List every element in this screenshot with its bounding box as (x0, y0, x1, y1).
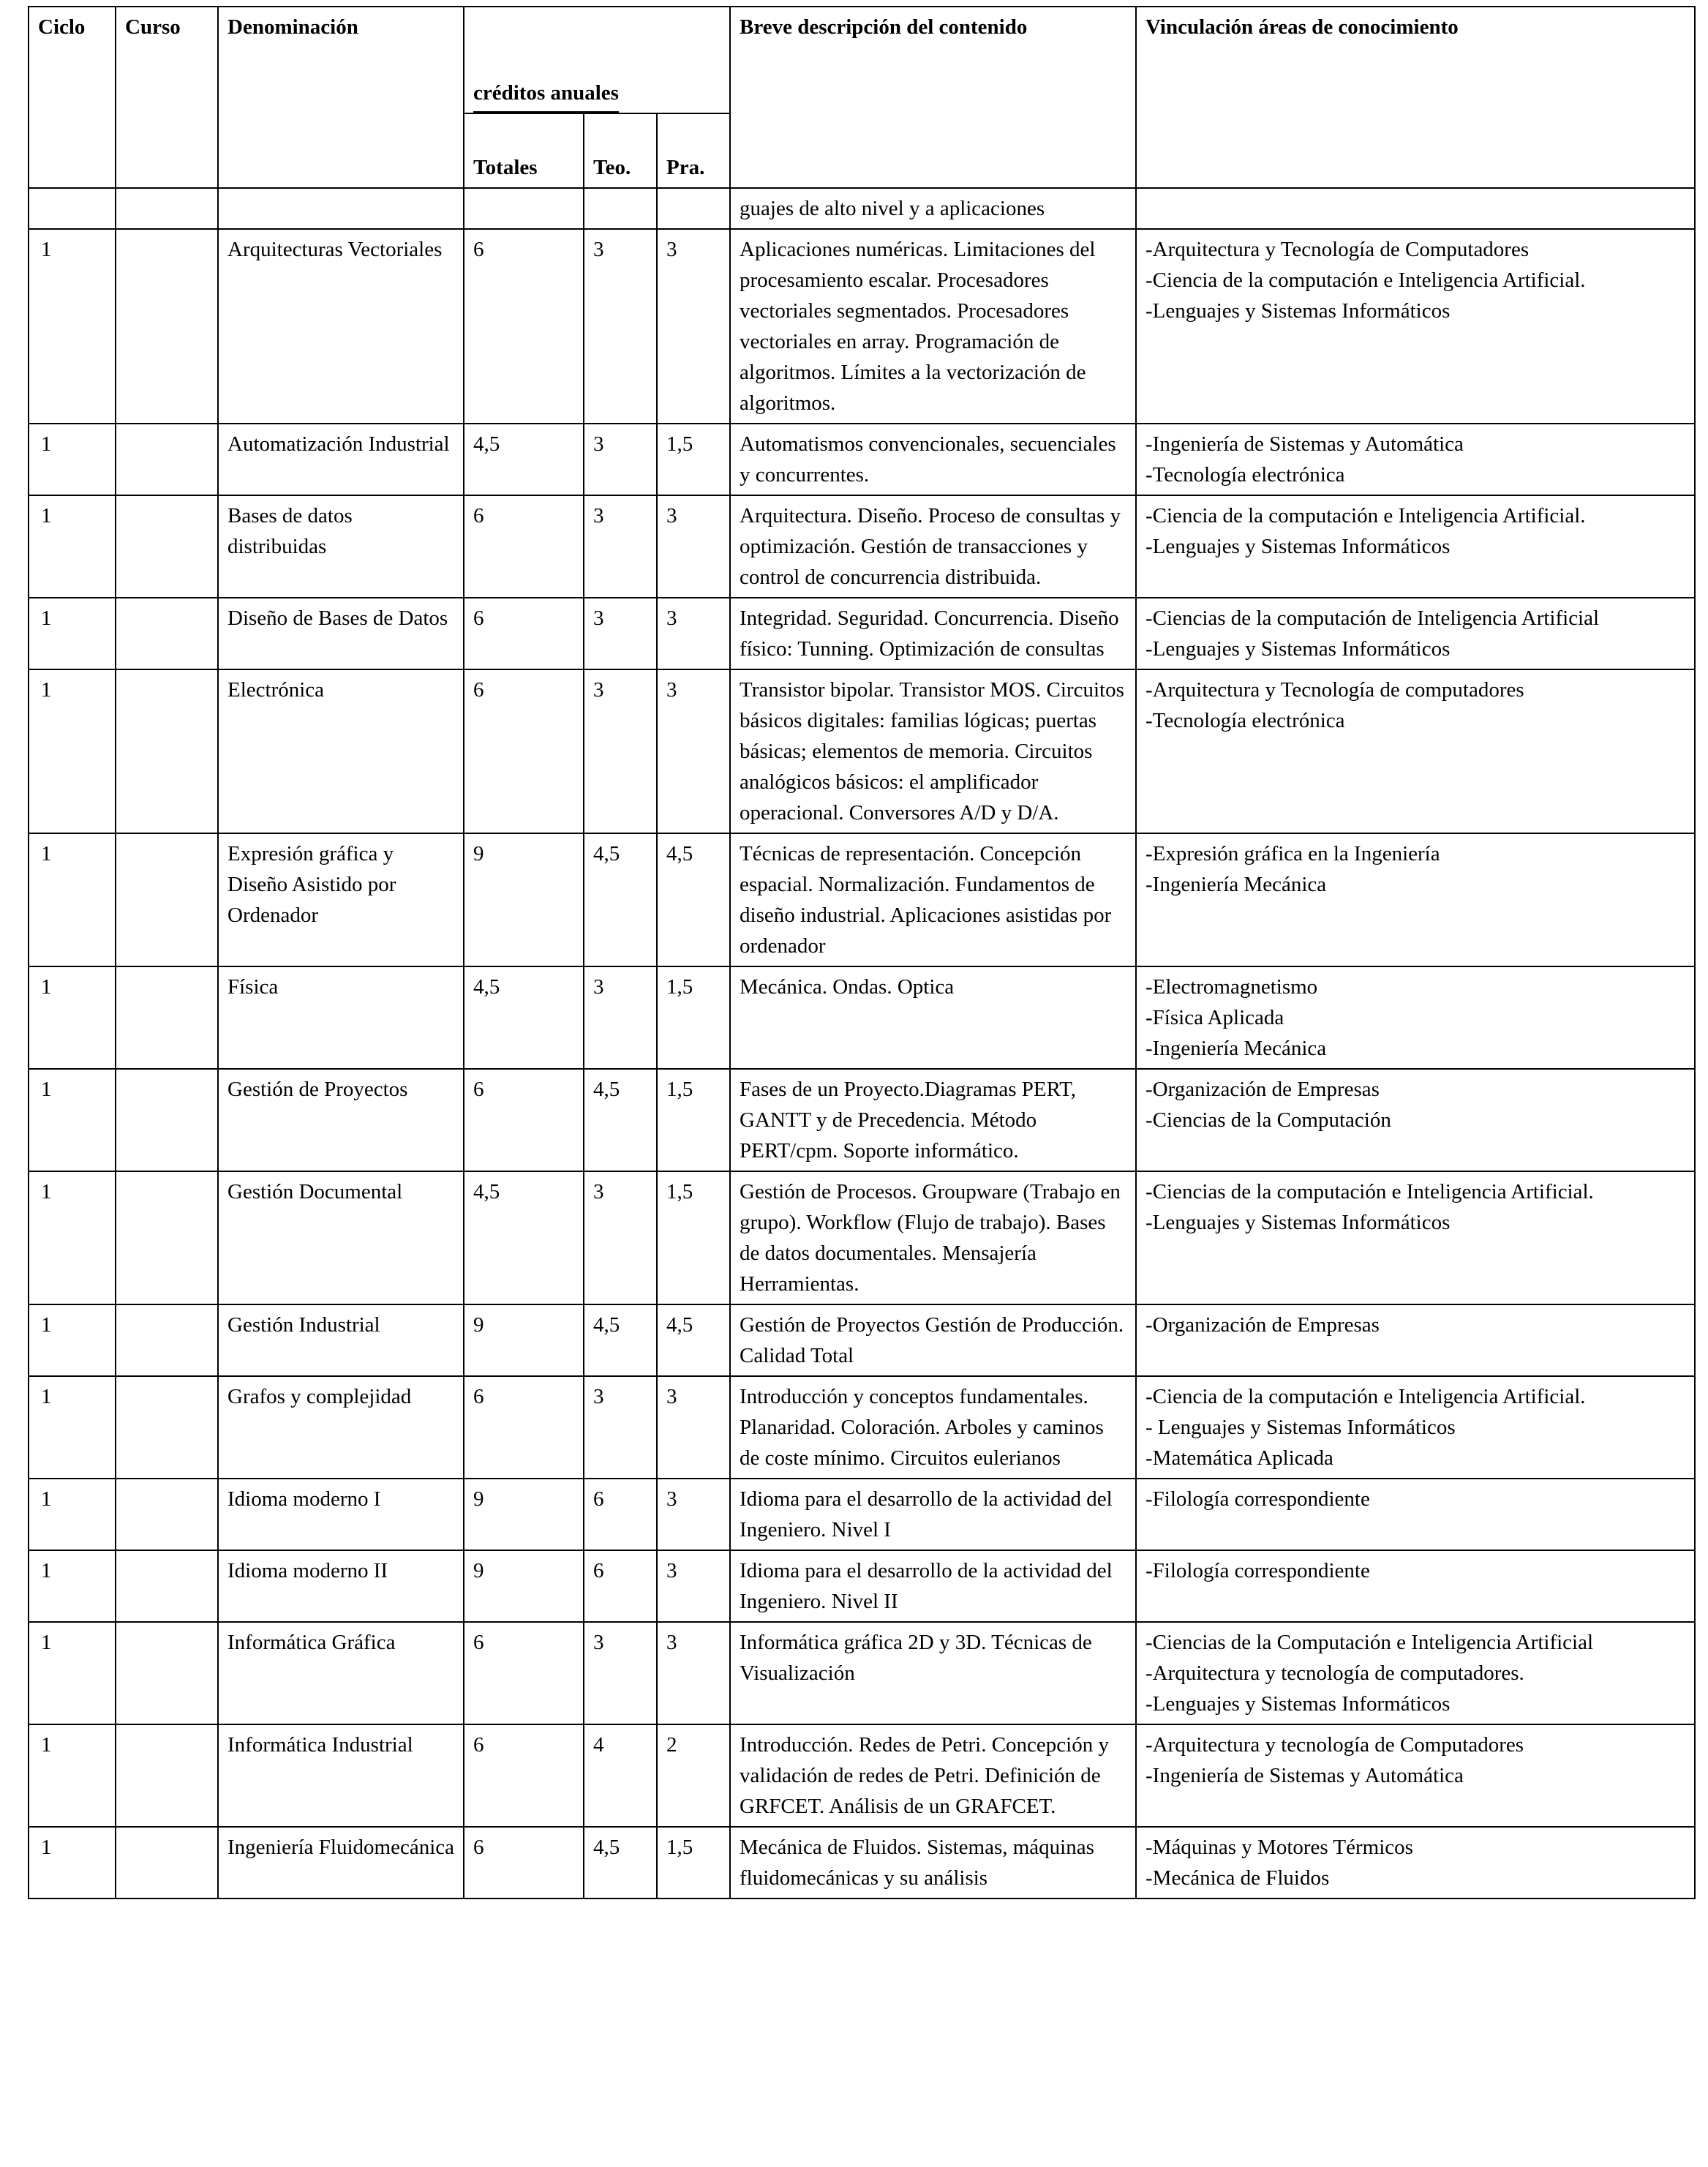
cell-pra: 1,5 (657, 1827, 730, 1899)
cell-ciclo: 1 (29, 1827, 116, 1899)
cell-curso (116, 1550, 218, 1622)
cell-vinculacion (1136, 966, 1695, 1069)
header-pra: Pra. (657, 113, 730, 188)
area-item: -Ciencias de la Computación (1145, 1108, 1391, 1132)
cell-totales: 4,5 (464, 1171, 584, 1304)
cell-teo: 3 (584, 495, 657, 598)
cell-totales: 6 (464, 1827, 584, 1899)
cell-teo: 4,5 (584, 1069, 657, 1171)
cell-curso (116, 495, 218, 598)
cell-descripcion: Aplicaciones numéricas. Limitaciones del procesamiento escalar. Procesadores vectoriales segmentados. Procesadores vectoriales en array. Programación de algoritmos. Límites a la vectorización de algoritmos. (730, 229, 1136, 424)
cell-teo: 3 (584, 966, 657, 1069)
cell-descripcion: Mecánica de Fluidos. Sistemas, máquinas fluidomecánicas y su análisis (730, 1827, 1136, 1899)
cell-teo: 3 (584, 598, 657, 669)
area-item: -Física Aplicada (1145, 1006, 1284, 1029)
area-item: -Lenguajes y Sistemas Informáticos (1145, 637, 1451, 661)
table-body (29, 188, 1695, 1899)
cell-ciclo: 1 (29, 229, 116, 424)
table-row (29, 495, 1695, 598)
cell-pra: 3 (657, 1550, 730, 1622)
cell-pra: 3 (657, 1376, 730, 1479)
cell-descripcion: Automatismos convencionales, secuenciales y concurrentes. (730, 424, 1136, 495)
cell-descripcion: Arquitectura. Diseño. Proceso de consultas y optimización. Gestión de transacciones y control de concurrencia distribuida. (730, 495, 1136, 598)
table-row (29, 1376, 1695, 1479)
cell-pra: 3 (657, 495, 730, 598)
cell-teo: 4,5 (584, 1304, 657, 1376)
cell-teo: 6 (584, 1479, 657, 1550)
header-teo: Teo. (584, 113, 657, 188)
cell-descripcion: Idioma para el desarrollo de la actividad del Ingeniero. Nivel II (730, 1550, 1136, 1622)
cell-curso (116, 1069, 218, 1171)
cell-denominacion: Grafos y complejidad (218, 1376, 464, 1479)
cell-vinculacion (1136, 1827, 1695, 1899)
cell-ciclo: 1 (29, 598, 116, 669)
area-item: -Arquitectura y tecnología de computadores. (1145, 1661, 1524, 1685)
table-row (29, 1479, 1695, 1550)
area-item: -Electromagnetismo (1145, 975, 1318, 999)
header-creditos: créditos anuales (473, 81, 619, 105)
area-item: -Ciencia de la computación e Inteligencia Artificial. (1145, 504, 1586, 527)
area-item: -Organización de Empresas (1145, 1078, 1380, 1101)
cell-ciclo: 1 (29, 966, 116, 1069)
area-item: -Organización de Empresas (1145, 1313, 1380, 1337)
cell-vinculacion (1136, 1376, 1695, 1479)
cell-curso (116, 833, 218, 966)
table-row (29, 966, 1695, 1069)
cell-totales: 9 (464, 1304, 584, 1376)
cell-vinculacion (1136, 1724, 1695, 1827)
cell-vinculacion (1136, 598, 1695, 669)
cell-ciclo: 1 (29, 1479, 116, 1550)
cell-vinculacion (1136, 669, 1695, 833)
cell-pra: 3 (657, 229, 730, 424)
cell-denominacion: Informática Gráfica (218, 1622, 464, 1724)
cell-ciclo: 1 (29, 1622, 116, 1724)
area-item: -Ingeniería de Sistemas y Automática (1145, 1764, 1464, 1787)
table-row (29, 1724, 1695, 1827)
table-row (29, 424, 1695, 495)
cell-totales: 9 (464, 1550, 584, 1622)
header-vinculacion: Vinculación áreas de conocimiento (1136, 7, 1695, 188)
cell-denominacion: Idioma moderno II (218, 1550, 464, 1622)
cell-ciclo: 1 (29, 833, 116, 966)
cell-curso (116, 229, 218, 424)
cell-ciclo: 1 (29, 1171, 116, 1304)
table-row (29, 1622, 1695, 1724)
cell-denominacion: Gestión Documental (218, 1171, 464, 1304)
cell-vinculacion (1136, 229, 1695, 424)
cell-curso (116, 598, 218, 669)
table-row (29, 833, 1695, 966)
cell-descripcion: Gestión de Procesos. Groupware (Trabajo en grupo). Workflow (Flujo de trabajo). Bases de datos documentales. Mensajería Herramientas. (730, 1171, 1136, 1304)
cell-descripcion: Introducción y conceptos fundamentales. Planaridad. Coloración. Arboles y caminos de coste mínimo. Circuitos eulerianos (730, 1376, 1136, 1479)
table-row (29, 1304, 1695, 1376)
table-header (29, 7, 1695, 188)
cell-vinculacion (1136, 1479, 1695, 1550)
cell-ciclo: 1 (29, 1304, 116, 1376)
area-item: -Filología correspondiente (1145, 1487, 1370, 1511)
cell-denominacion: Informática Industrial (218, 1724, 464, 1827)
cell-teo: 3 (584, 1171, 657, 1304)
cell-pra: 4,5 (657, 1304, 730, 1376)
header-creditos-cell (464, 7, 730, 113)
cell-descripcion: Mecánica. Ondas. Optica (730, 966, 1136, 1069)
cell-curso (116, 966, 218, 1069)
cell-curso (116, 1479, 218, 1550)
area-item: -Ingeniería de Sistemas y Automática (1145, 432, 1464, 456)
area-item: -Ciencias de la computación de Inteligencia Artificial (1145, 606, 1600, 630)
cell-totales: 6 (464, 1622, 584, 1724)
area-item: -Máquinas y Motores Térmicos (1145, 1836, 1413, 1859)
cell-denominacion: Bases de datos distribuidas (218, 495, 464, 598)
cell-teo: 3 (584, 1376, 657, 1479)
cell-pra: 1,5 (657, 1171, 730, 1304)
subjects-table (28, 6, 1696, 1899)
table-row (29, 229, 1695, 424)
cell-vinculacion (1136, 1550, 1695, 1622)
cell-totales: 6 (464, 495, 584, 598)
cell-pra: 3 (657, 1622, 730, 1724)
cell-descripcion: Técnicas de representación. Concepción espacial. Normalización. Fundamentos de diseño industrial. Aplicaciones asistidas por ordenador (730, 833, 1136, 966)
area-item: -Arquitectura y Tecnología de Computadores (1145, 238, 1530, 261)
header-totales: Totales (464, 113, 584, 188)
cell-pra: 1,5 (657, 424, 730, 495)
cell-ciclo: 1 (29, 669, 116, 833)
continuation-desc: guajes de alto nivel y a aplicaciones (730, 188, 1136, 229)
cell-pra: 3 (657, 669, 730, 833)
cell-denominacion: Ingeniería Fluidomecánica (218, 1827, 464, 1899)
cell-teo: 3 (584, 229, 657, 424)
area-item: -Ciencia de la computación e Inteligencia Artificial. (1145, 268, 1586, 292)
cell-totales: 9 (464, 1479, 584, 1550)
cell-teo: 3 (584, 669, 657, 833)
cell-curso (116, 1622, 218, 1724)
cell-denominacion: Diseño de Bases de Datos (218, 598, 464, 669)
cell-pra: 3 (657, 598, 730, 669)
cell-vinculacion (1136, 424, 1695, 495)
cell-vinculacion (1136, 1171, 1695, 1304)
cell-pra: 4,5 (657, 833, 730, 966)
area-item: -Mecánica de Fluidos (1145, 1866, 1330, 1890)
area-item: -Ciencias de la Computación e Inteligencia Artificial (1145, 1631, 1594, 1654)
cell-denominacion: Gestión de Proyectos (218, 1069, 464, 1171)
header-ciclo: Ciclo (29, 7, 116, 188)
cell-descripcion: Integridad. Seguridad. Concurrencia. Diseño físico: Tunning. Optimización de consultas (730, 598, 1136, 669)
cell-descripcion: Informática gráfica 2D y 3D. Técnicas de Visualización (730, 1622, 1136, 1724)
area-item: -Lenguajes y Sistemas Informáticos (1145, 535, 1451, 558)
area-item: -Ciencias de la computación e Inteligencia Artificial. (1145, 1180, 1594, 1203)
cell-teo: 4,5 (584, 833, 657, 966)
area-item: -Expresión gráfica en la Ingeniería (1145, 842, 1440, 865)
cell-teo: 6 (584, 1550, 657, 1622)
cell-ciclo: 1 (29, 424, 116, 495)
cell-vinculacion (1136, 1622, 1695, 1724)
table-row (29, 1827, 1695, 1899)
area-item: -Lenguajes y Sistemas Informáticos (1145, 1692, 1451, 1716)
cell-teo: 3 (584, 1622, 657, 1724)
cell-ciclo: 1 (29, 495, 116, 598)
cell-ciclo: 1 (29, 1724, 116, 1827)
cell-teo: 4,5 (584, 1827, 657, 1899)
area-item: -Tecnología electrónica (1145, 709, 1345, 732)
area-item: -Lenguajes y Sistemas Informáticos (1145, 1211, 1451, 1234)
area-item: -Matemática Aplicada (1145, 1446, 1333, 1470)
cell-teo: 4 (584, 1724, 657, 1827)
cell-pra: 1,5 (657, 966, 730, 1069)
cell-pra: 1,5 (657, 1069, 730, 1171)
cell-vinculacion (1136, 833, 1695, 966)
cell-totales: 6 (464, 598, 584, 669)
cell-curso (116, 424, 218, 495)
cell-teo: 3 (584, 424, 657, 495)
header-denominacion: Denominación (218, 7, 464, 188)
cell-vinculacion (1136, 1069, 1695, 1171)
table-row (29, 1069, 1695, 1171)
cell-curso (116, 1827, 218, 1899)
area-item: -Arquitectura y tecnología de Computadores (1145, 1733, 1524, 1757)
table-row (29, 598, 1695, 669)
area-item: - Lenguajes y Sistemas Informáticos (1145, 1416, 1456, 1439)
cell-denominacion: Automatización Industrial (218, 424, 464, 495)
cell-totales: 9 (464, 833, 584, 966)
continuation-row (29, 188, 1695, 229)
cell-ciclo: 1 (29, 1069, 116, 1171)
cell-totales: 6 (464, 1724, 584, 1827)
area-item: -Ingeniería Mecánica (1145, 873, 1327, 896)
area-item: -Lenguajes y Sistemas Informáticos (1145, 299, 1451, 323)
cell-denominacion: Arquitecturas Vectoriales (218, 229, 464, 424)
cell-vinculacion (1136, 495, 1695, 598)
area-item: -Tecnología electrónica (1145, 463, 1345, 487)
cell-descripcion: Transistor bipolar. Transistor MOS. Circuitos básicos digitales: familias lógicas; puertas básicas; elementos de memoria. Circuitos analógicos básicos: el amplificador operacional. Conversores A/D y D/A. (730, 669, 1136, 833)
cell-pra: 2 (657, 1724, 730, 1827)
cell-denominacion: Física (218, 966, 464, 1069)
header-curso: Curso (116, 7, 218, 188)
area-item: -Ciencia de la computación e Inteligencia Artificial. (1145, 1385, 1586, 1408)
cell-denominacion: Expresión gráfica y Diseño Asistido por Ordenador (218, 833, 464, 966)
cell-totales: 6 (464, 229, 584, 424)
table-row (29, 1550, 1695, 1622)
cell-ciclo: 1 (29, 1550, 116, 1622)
area-item: -Ingeniería Mecánica (1145, 1037, 1327, 1060)
cell-denominacion: Idioma moderno I (218, 1479, 464, 1550)
table-row (29, 1171, 1695, 1304)
table-row (29, 669, 1695, 833)
cell-totales: 4,5 (464, 424, 584, 495)
area-item: -Arquitectura y Tecnología de computadores (1145, 678, 1524, 702)
cell-vinculacion (1136, 1304, 1695, 1376)
cell-curso (116, 1304, 218, 1376)
cell-descripcion: Gestión de Proyectos Gestión de Producción. Calidad Total (730, 1304, 1136, 1376)
area-item: -Filología correspondiente (1145, 1559, 1370, 1582)
cell-curso (116, 1724, 218, 1827)
cell-totales: 6 (464, 1069, 584, 1171)
cell-totales: 6 (464, 669, 584, 833)
cell-pra: 3 (657, 1479, 730, 1550)
cell-descripcion: Fases de un Proyecto.Diagramas PERT, GANTT y de Precedencia. Método PERT/cpm. Soporte informático. (730, 1069, 1136, 1171)
header-descripcion: Breve descripción del contenido (730, 7, 1136, 188)
cell-descripcion: Introducción. Redes de Petri. Concepción y validación de redes de Petri. Definición de GRFCET. Análisis de un GRAFCET. (730, 1724, 1136, 1827)
cell-denominacion: Electrónica (218, 669, 464, 833)
curriculum-sheet (28, 6, 1694, 1899)
cell-descripcion: Idioma para el desarrollo de la actividad del Ingeniero. Nivel I (730, 1479, 1136, 1550)
cell-curso (116, 1171, 218, 1304)
cell-totales: 4,5 (464, 966, 584, 1069)
cell-curso (116, 669, 218, 833)
cell-denominacion: Gestión Industrial (218, 1304, 464, 1376)
cell-curso (116, 1376, 218, 1479)
cell-totales: 6 (464, 1376, 584, 1479)
cell-ciclo: 1 (29, 1376, 116, 1479)
